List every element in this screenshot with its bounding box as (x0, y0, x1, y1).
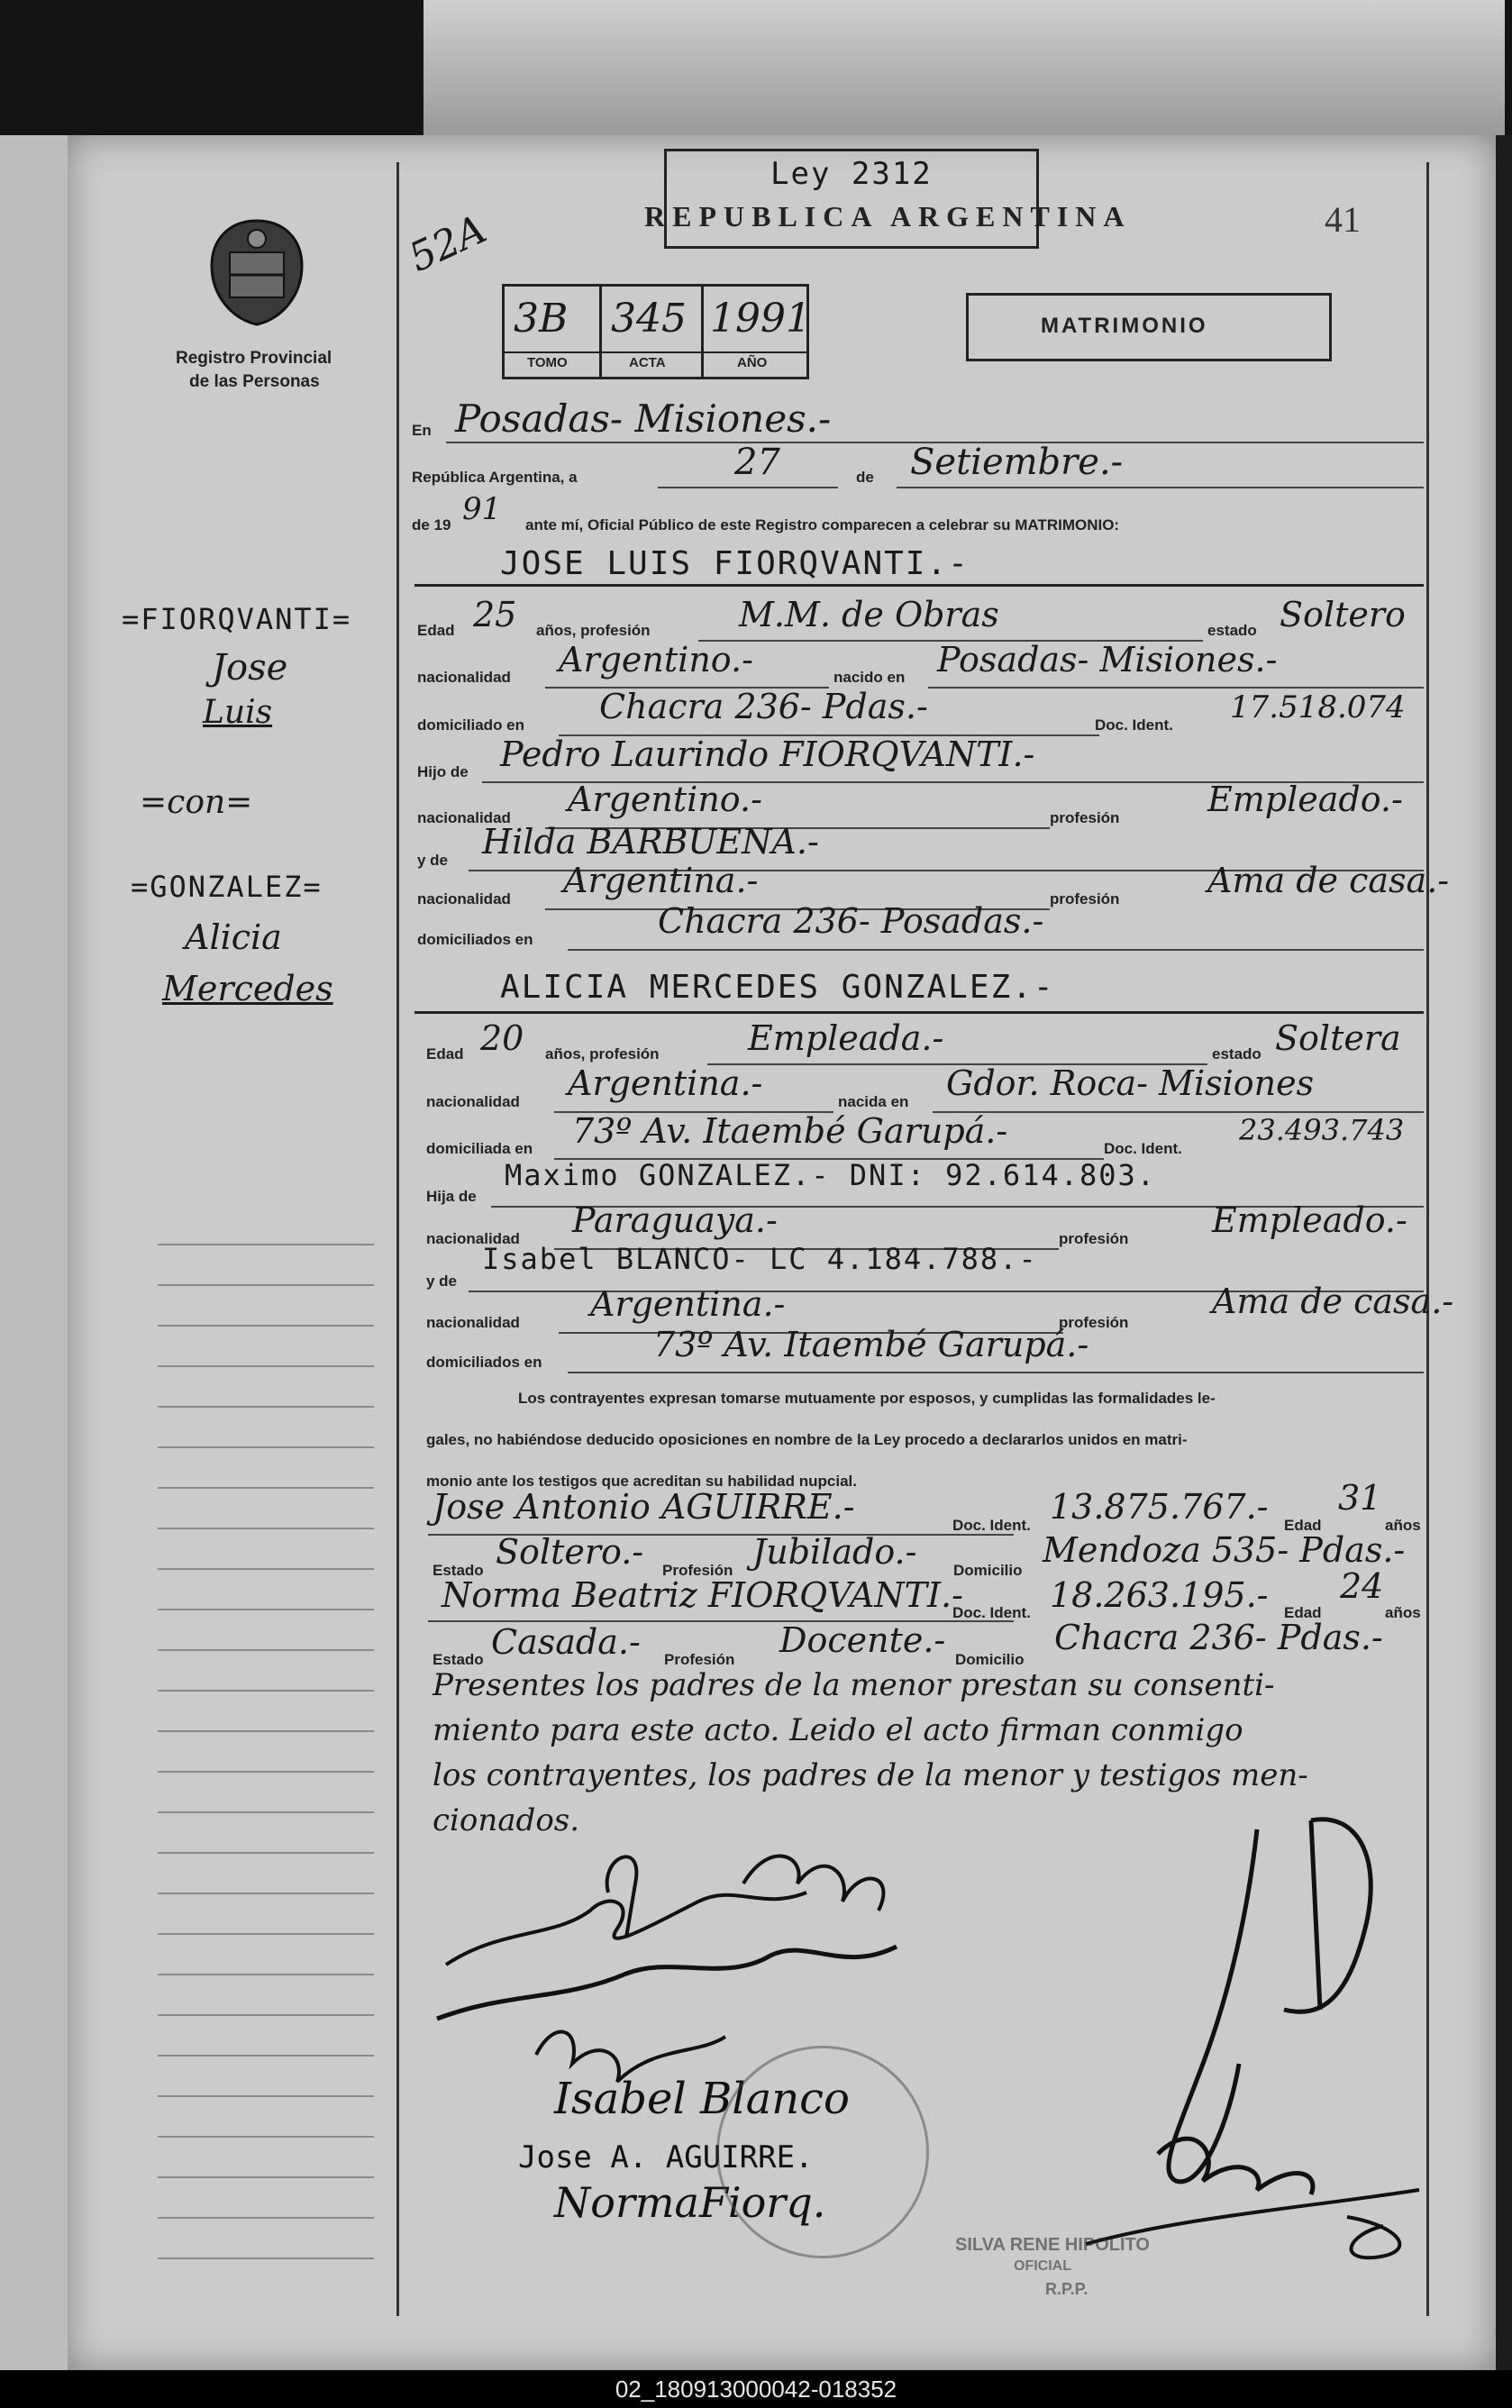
witness2-doc-label: Doc. Ident. (952, 1604, 1031, 1621)
witness2-anos-label: años (1385, 1604, 1421, 1621)
witness2-prof-label: Profesión (664, 1651, 735, 1668)
record-number-box (502, 284, 809, 379)
month: Setiembre.- (910, 442, 1124, 483)
sidebar-con: =con= (140, 784, 253, 821)
acta-value: 345 (611, 296, 687, 342)
witness1-prof: Jubilado.- (752, 1532, 917, 1572)
groom-doc-label: Doc. Ident. (1095, 716, 1173, 734)
margin-divider (396, 162, 399, 2316)
ano-value: 1991 (710, 296, 811, 342)
witness2-dom-label: Domicilio (955, 1651, 1025, 1668)
coat-of-arms-icon (207, 216, 306, 329)
groom-doc: 17.518.074 (1230, 689, 1406, 725)
document-type: MATRIMONIO (1041, 314, 1208, 338)
bride-father-prof: Empleado.- (1212, 1200, 1407, 1240)
svg-text:NormaFiorq.: NormaFiorq. (554, 2178, 826, 2226)
witness1-prof-label: Profesión (662, 1562, 733, 1579)
witness1-dom-label: Domicilio (953, 1562, 1023, 1579)
closing-line2: gales, no habiéndose deducido oposiciones en nombre de la Ley procedo a declararlos unidos en matri- (426, 1431, 1188, 1448)
page-number: 41 (1325, 199, 1361, 240)
bride-father-prof-label: profesión (1059, 1230, 1129, 1247)
bride-domiciliados-label: domiciliados en (426, 1354, 542, 1371)
year-suffix: 91 (462, 491, 502, 527)
bride-domicilio-label: domiciliada en (426, 1140, 533, 1157)
groom-mother-nac: Argentina.- (563, 861, 759, 900)
official-signature-icon (1050, 1793, 1437, 2262)
closing-line1: Los contrayentes expresan tomarse mutuamente por esposos, y cumplidas las formalidades le- (518, 1390, 1216, 1407)
groom-name: JOSE LUIS FIORQVANTI.- (500, 545, 970, 582)
bride-nacionalidad: Argentina.- (568, 1063, 763, 1103)
groom-mother-prof: Ama de casa.- (1207, 861, 1450, 900)
witness2-edad: 24 (1340, 1566, 1384, 1606)
groom-mother: Hilda BARBUENA.- (482, 822, 819, 862)
country-title: REPUBLICA ARGENTINA (644, 200, 1132, 233)
witness2-estado: Casada.- (491, 1622, 641, 1662)
bride-mother-prof: Ama de casa.- (1212, 1282, 1454, 1321)
official-stamp-title: OFICIAL (1014, 2258, 1071, 2274)
witness1-name: Jose Antonio AGUIRRE.- (433, 1487, 855, 1527)
en-label: En (412, 422, 432, 439)
footer-bar (0, 2370, 1512, 2408)
groom-edad: 25 (473, 595, 517, 634)
day: 27 (734, 442, 780, 483)
groom-mother-nac-label: nacionalidad (417, 890, 511, 908)
witness2-name: Norma Beatriz FIORQVANTI.- (442, 1575, 963, 1615)
official-stamp-name: SILVA RENE HIPOLITO (955, 2235, 1150, 2255)
bride-domicilio: 73º Av. Itaembé Garupá.- (572, 1111, 1008, 1151)
groom-domicilio-label: domiciliado en (417, 716, 525, 734)
svg-text:Isabel Blanco: Isabel Blanco (554, 2074, 850, 2124)
witness2-edad-label: Edad (1284, 1604, 1322, 1621)
groom-estado-label: estado (1207, 622, 1257, 639)
groom-profesion: M.M. de Obras (739, 595, 999, 634)
closing-line3: monio ante los testigos que acreditan su habilidad nupcial. (426, 1473, 857, 1490)
sidebar-bride-surname: =GONZALEZ= (131, 870, 323, 904)
bride-father: Maximo GONZALEZ.- DNI: 92.614.803. (505, 1158, 1157, 1192)
bride-father-nac-label: nacionalidad (426, 1230, 520, 1247)
official-seal (716, 2046, 929, 2258)
book-edge (424, 0, 1505, 135)
margin-note: 52A (402, 205, 494, 282)
witness2-dom: Chacra 236- Pdas.- (1054, 1618, 1383, 1657)
note-line4: cionados. (433, 1802, 580, 1838)
bride-nacida-label: nacida en (838, 1093, 909, 1110)
document-type-box (966, 293, 1332, 361)
official-stamp-office: R.P.P. (1045, 2280, 1088, 2298)
register-page (68, 135, 1496, 2370)
bride-mother-nac-label: nacionalidad (426, 1314, 520, 1331)
bride-edad: 20 (480, 1018, 524, 1058)
registry-line1: Registro Provincial (176, 349, 332, 368)
ano-label: AÑO (737, 355, 768, 370)
groom-father-nac: Argentino.- (568, 780, 762, 819)
bride-mother: Isabel BLANCO- LC 4.184.788.- (482, 1242, 1038, 1276)
bride-nacionalidad-label: nacionalidad (426, 1093, 520, 1110)
bride-edad-label: Edad (426, 1045, 464, 1063)
sidebar-groom-surname: =FIORQVANTI= (122, 602, 352, 636)
year-label: de 19 (412, 516, 451, 534)
bride-profesion-label: años, profesión (545, 1045, 660, 1063)
bride-yde-label: y de (426, 1272, 458, 1290)
bride-estado: Soltera (1275, 1018, 1401, 1058)
groom-domicilio: Chacra 236- Pdas.- (599, 687, 928, 726)
witness1-anos-label: años (1385, 1517, 1421, 1534)
tomo-value: 3B (514, 296, 569, 342)
witness1-edad: 31 (1338, 1478, 1382, 1518)
note-line3: los contrayentes, los padres de la menor y testigos men- (433, 1757, 1308, 1793)
note-line2: miento para este acto. Leido el acto firman conmigo (433, 1712, 1243, 1748)
witness2-prof: Docente.- (779, 1620, 946, 1660)
groom-nacido: Posadas- Misiones.- (937, 640, 1278, 680)
witness1-edad-label: Edad (1284, 1517, 1322, 1534)
tomo-label: TOMO (527, 355, 568, 370)
groom-profesion-label: años, profesión (536, 622, 651, 639)
witness1-dom: Mendoza 535- Pdas.- (1043, 1530, 1406, 1570)
witness2-estado-label: Estado (433, 1651, 484, 1668)
bride-doc: 23.493.743 (1239, 1113, 1405, 1147)
republica-label: República Argentina, a (412, 469, 578, 486)
bride-domiciliados: 73º Av. Itaembé Garupá.- (653, 1325, 1089, 1364)
acta-label: ACTA (629, 355, 666, 370)
groom-estado: Soltero (1280, 595, 1406, 634)
witness2-doc: 18.263.195.- (1050, 1575, 1269, 1615)
law-stamp (664, 149, 1039, 249)
note-line1: Presentes los padres de la menor prestan su consenti- (433, 1667, 1275, 1703)
svg-text:Jose A. AGUIRRE.: Jose A. AGUIRRE. (518, 2139, 814, 2175)
groom-mother-prof-label: profesión (1050, 890, 1120, 908)
bride-nacida: Gdor. Roca- Misiones (946, 1063, 1315, 1103)
bride-mother-nac: Argentina.- (590, 1284, 786, 1324)
witness1-estado-label: Estado (433, 1562, 484, 1579)
bride-father-nac: Paraguaya.- (572, 1200, 778, 1240)
bride-profesion: Empleada.- (748, 1018, 944, 1058)
bride-doc-label: Doc. Ident. (1104, 1140, 1182, 1157)
groom-domiciliados: Chacra 236- Posadas.- (658, 901, 1044, 941)
groom-nacionalidad: Argentino.- (559, 640, 753, 680)
registry-line2: de las Personas (189, 372, 320, 391)
place: Posadas- Misiones.- (455, 397, 832, 441)
intro-text: ante mí, Oficial Público de este Registro comparecen a celebrar su MATRIMONIO: (525, 516, 1120, 534)
sidebar-groom-name1: Jose (212, 647, 288, 689)
bride-estado-label: estado (1212, 1045, 1262, 1063)
groom-yde-label: y de (417, 852, 449, 869)
groom-nacido-label: nacido en (833, 669, 906, 686)
groom-father-nac-label: nacionalidad (417, 809, 511, 826)
groom-father-prof: Empleado.- (1207, 780, 1403, 819)
bride-mother-prof-label: profesión (1059, 1314, 1129, 1331)
groom-father-prof-label: profesión (1050, 809, 1120, 826)
sidebar-bride-name2: Mercedes (162, 969, 333, 1008)
groom-edad-label: Edad (417, 622, 455, 639)
de-label: de (856, 469, 874, 486)
witness1-estado: Soltero.- (496, 1532, 644, 1572)
witness1-doc: 13.875.767.- (1050, 1487, 1269, 1527)
bride-hija-label: Hija de (426, 1188, 477, 1205)
groom-nacionalidad-label: nacionalidad (417, 669, 511, 686)
groom-father: Pedro Laurindo FIORQVANTI.- (500, 734, 1035, 774)
image-id: 02_180913000042-018352 (615, 2376, 897, 2403)
bride-name: ALICIA MERCEDES GONZALEZ.- (500, 969, 1055, 1006)
sidebar-groom-name2: Luis (203, 694, 273, 731)
law-stamp-text: Ley 2312 (770, 156, 933, 192)
groom-hijo-label: Hijo de (417, 763, 469, 780)
groom-domiciliados-label: domiciliados en (417, 931, 533, 948)
witness1-doc-label: Doc. Ident. (952, 1517, 1031, 1534)
sidebar-bride-name1: Alicia (185, 917, 282, 957)
